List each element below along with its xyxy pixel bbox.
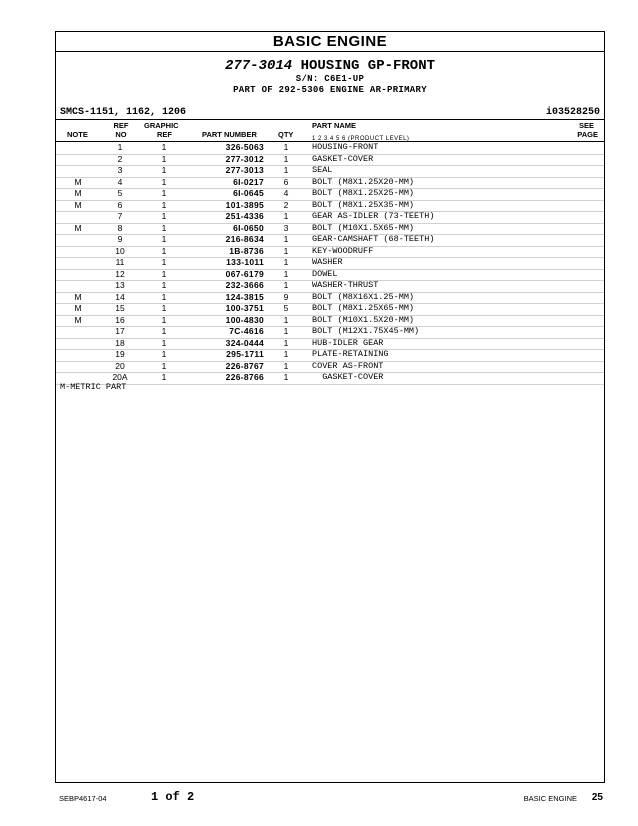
table-row xyxy=(56,188,604,199)
row-qty: 1 xyxy=(283,245,289,256)
row-graphic-ref: 1 xyxy=(161,199,167,210)
illustration-id: i03528250 xyxy=(545,107,600,118)
row-part-name: WASHER xyxy=(312,257,343,267)
row-note: M xyxy=(74,291,82,302)
row-part-name: BOLT (M8X1.25X65-MM) xyxy=(312,303,415,313)
row-part-name: WASHER-THRUST xyxy=(312,280,379,290)
table-row xyxy=(56,280,604,291)
row-graphic-ref: 1 xyxy=(161,234,167,244)
row-graphic-ref: 1 xyxy=(161,280,167,290)
row-qty: 1 xyxy=(283,337,289,348)
row-graphic-ref: 1 xyxy=(161,165,167,175)
table-row xyxy=(56,246,604,257)
row-part-name: GEAR-CAMSHAFT (68-TEETH) xyxy=(312,234,435,244)
smcs-row xyxy=(60,107,600,118)
row-part-name: BOLT (M8X16X1.25-MM) xyxy=(312,291,415,302)
row-part-name: DOWEL xyxy=(312,268,338,279)
table-row xyxy=(56,315,604,326)
row-part-number: 226-8767 xyxy=(225,360,264,371)
row-ref-no: 5 xyxy=(117,188,123,198)
row-ref-no: 19 xyxy=(115,349,125,359)
row-ref-no: 15 xyxy=(115,303,125,313)
table-row xyxy=(56,372,604,383)
row-ref-no: 3 xyxy=(117,165,123,175)
col-ref-top: REF xyxy=(113,121,129,130)
row-part-number: 277-3013 xyxy=(225,165,264,175)
header-top-rule xyxy=(56,119,604,120)
row-note: M xyxy=(74,303,82,313)
table-row xyxy=(56,349,604,360)
table-row xyxy=(56,257,604,268)
document-id: SEBP4617-04 xyxy=(59,794,107,803)
row-graphic-ref: 1 xyxy=(161,245,167,256)
row-ref-no: 9 xyxy=(117,234,123,244)
col-graphic-top: GRAPHIC xyxy=(144,121,179,130)
table-row xyxy=(56,303,604,314)
row-note: M xyxy=(74,222,82,233)
row-divider xyxy=(56,384,604,385)
row-graphic-ref: 1 xyxy=(161,222,167,233)
row-part-name: KEY-WOODRUFF xyxy=(312,245,374,256)
row-note: M xyxy=(74,314,82,325)
table-row xyxy=(56,326,604,337)
table-row xyxy=(56,361,604,372)
table-row xyxy=(56,177,604,188)
row-ref-no: 20 xyxy=(115,360,125,371)
row-part-number: 326-5063 xyxy=(225,142,264,152)
row-part-number: 295-1711 xyxy=(226,349,264,359)
table-row xyxy=(56,142,604,153)
row-ref-no: 14 xyxy=(115,291,125,302)
row-qty: 1 xyxy=(283,372,289,382)
section-title-band xyxy=(56,32,604,52)
col-part-name: PART NAME xyxy=(312,121,357,130)
row-part-name: COVER AS-FRONT xyxy=(312,360,384,371)
row-ref-no: 8 xyxy=(117,222,123,233)
row-ref-no: 11 xyxy=(115,257,125,267)
col-see-bottom: PAGE xyxy=(577,130,598,139)
table-row xyxy=(56,234,604,245)
row-part-name: HOUSING-FRONT xyxy=(312,142,379,152)
row-ref-no: 1 xyxy=(117,142,123,152)
row-part-name: BOLT (M8X1.25X25-MM) xyxy=(312,188,415,198)
table-row xyxy=(56,200,604,211)
row-ref-no: 2 xyxy=(117,153,123,164)
table-row xyxy=(56,292,604,303)
row-qty: 1 xyxy=(283,234,289,244)
row-part-name: GASKET-COVER xyxy=(312,372,384,382)
row-qty: 1 xyxy=(283,326,289,336)
smcs-codes: SMCS-1151, 1162, 1206 xyxy=(60,107,187,118)
metric-footnote: M-METRIC PART xyxy=(60,382,127,392)
row-qty: 2 xyxy=(283,199,289,210)
product-level-scale: 1 2 3 4 5 6 (PRODUCT LEVEL) xyxy=(312,136,410,142)
row-ref-no: 20A xyxy=(112,372,128,382)
col-note: NOTE xyxy=(67,130,88,139)
row-note: M xyxy=(74,199,82,210)
col-part-number: PART NUMBER xyxy=(202,130,257,139)
row-qty: 1 xyxy=(283,257,289,267)
page-number: 25 xyxy=(591,792,603,803)
row-part-number: 251-4336 xyxy=(225,211,264,221)
row-graphic-ref: 1 xyxy=(161,211,167,221)
row-part-number: 100-3751 xyxy=(225,303,264,313)
row-graphic-ref: 1 xyxy=(161,326,167,336)
table-row xyxy=(56,223,604,234)
row-qty: 9 xyxy=(283,291,289,302)
row-qty: 4 xyxy=(283,188,289,198)
row-graphic-ref: 1 xyxy=(161,337,167,348)
row-part-number: 277-3012 xyxy=(225,153,264,164)
row-qty: 1 xyxy=(283,211,289,221)
serial-number: S/N: C6E1-UP xyxy=(295,74,365,84)
row-graphic-ref: 1 xyxy=(161,188,167,198)
row-part-number: 6I-0645 xyxy=(233,188,264,198)
row-part-number: 100-4830 xyxy=(225,314,264,325)
row-qty: 3 xyxy=(283,222,289,233)
row-qty: 1 xyxy=(283,142,289,152)
table-row xyxy=(56,154,604,165)
row-ref-no: 17 xyxy=(115,326,125,336)
row-ref-no: 13 xyxy=(115,280,125,290)
row-part-name: HUB-IDLER GEAR xyxy=(312,337,384,348)
group-name: HOUSING GP-FRONT xyxy=(300,58,436,74)
row-part-number: 6I-0217 xyxy=(233,176,264,187)
row-graphic-ref: 1 xyxy=(161,314,167,325)
row-part-name: BOLT (M8X1.25X35-MM) xyxy=(312,199,415,210)
row-graphic-ref: 1 xyxy=(161,257,167,267)
row-note: M xyxy=(74,176,82,187)
row-part-name: BOLT (M10X1.5X65-MM) xyxy=(312,222,415,233)
row-part-number: 6I-0650 xyxy=(233,222,264,233)
row-qty: 5 xyxy=(283,303,289,313)
row-graphic-ref: 1 xyxy=(161,303,167,313)
row-part-name: GEAR AS-IDLER (73-TEETH) xyxy=(312,211,435,221)
row-part-number: 124-3815 xyxy=(225,291,264,302)
row-part-number: 133-1011 xyxy=(226,257,264,267)
row-qty: 6 xyxy=(283,176,289,187)
col-graphic-bottom: REF xyxy=(157,130,172,139)
row-part-name: BOLT (M8X1.25X20-MM) xyxy=(312,176,415,187)
group-number: 277-3014 xyxy=(224,58,293,74)
row-qty: 1 xyxy=(283,360,289,371)
row-ref-no: 18 xyxy=(115,337,125,348)
row-part-number: 232-3666 xyxy=(225,280,264,290)
row-ref-no: 7 xyxy=(117,211,123,221)
part-of-line: PART OF 292-5306 ENGINE AR-PRIMARY xyxy=(233,85,427,95)
row-part-name: BOLT (M12X1.75X45-MM) xyxy=(312,326,420,336)
row-part-name: PLATE-RETAINING xyxy=(312,349,389,359)
row-ref-no: 4 xyxy=(117,176,123,187)
group-title xyxy=(56,58,604,74)
row-ref-no: 16 xyxy=(115,314,125,325)
table-row xyxy=(56,165,604,176)
row-qty: 1 xyxy=(283,314,289,325)
row-qty: 1 xyxy=(283,268,289,279)
row-note: M xyxy=(74,188,82,198)
col-see-top: SEE xyxy=(578,121,594,130)
table-row xyxy=(56,211,604,222)
row-part-number: 067-6179 xyxy=(225,268,264,279)
row-ref-no: 12 xyxy=(115,268,125,279)
row-graphic-ref: 1 xyxy=(161,372,167,382)
row-qty: 1 xyxy=(283,165,289,175)
row-part-number: 7C-4616 xyxy=(229,326,264,336)
page-of-count: 1 of 2 xyxy=(151,790,195,804)
row-graphic-ref: 1 xyxy=(161,176,167,187)
row-part-name: SEAL xyxy=(312,165,333,175)
col-ref-bottom: NO xyxy=(115,130,127,139)
row-graphic-ref: 1 xyxy=(161,153,167,164)
row-qty: 1 xyxy=(283,349,289,359)
table-row xyxy=(56,269,604,280)
row-ref-no: 6 xyxy=(117,199,123,210)
row-part-number: 101-3895 xyxy=(225,199,264,210)
page-footer xyxy=(55,790,605,808)
group-header xyxy=(56,58,604,96)
row-part-number: 1B-8736 xyxy=(229,245,264,256)
row-graphic-ref: 1 xyxy=(161,268,167,279)
row-graphic-ref: 1 xyxy=(161,291,167,302)
row-part-number: 324-0444 xyxy=(225,337,264,348)
col-qty: QTY xyxy=(278,130,294,139)
row-graphic-ref: 1 xyxy=(161,349,167,359)
row-graphic-ref: 1 xyxy=(161,142,167,152)
parts-page-frame xyxy=(55,31,605,783)
table-row xyxy=(56,338,604,349)
row-qty: 1 xyxy=(283,280,289,290)
row-qty: 1 xyxy=(283,153,289,164)
row-ref-no: 10 xyxy=(115,245,125,256)
row-part-number: 216-8634 xyxy=(225,234,264,244)
footer-section-name: BASIC ENGINE xyxy=(523,794,577,803)
row-part-name: GASKET-COVER xyxy=(312,153,374,164)
section-title: BASIC ENGINE xyxy=(272,33,388,50)
row-part-number: 226-8766 xyxy=(225,372,264,382)
row-graphic-ref: 1 xyxy=(161,360,167,371)
row-part-name: BOLT (M10X1.5X20-MM) xyxy=(312,314,415,325)
